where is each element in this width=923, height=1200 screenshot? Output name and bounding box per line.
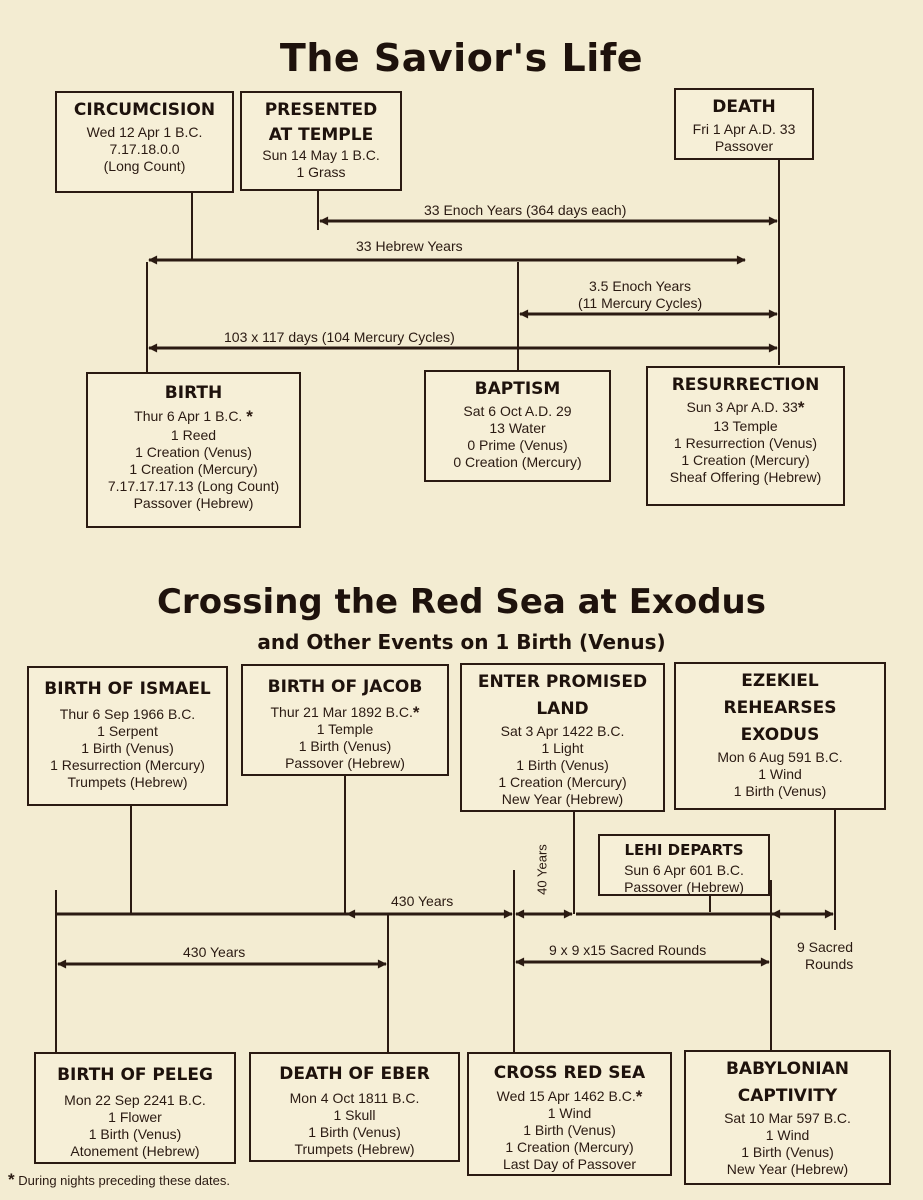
asterisk-mark: * [246,407,253,426]
event-title-line2: CAPTIVITY [737,1086,838,1106]
event-title: EZEKIEL [741,671,819,691]
event-detail: 1 Birth (Venus) [733,783,827,799]
event-title: BIRTH OF JACOB [267,677,423,697]
event-detail: Trumpets (Hebrew) [294,1141,415,1157]
event-title: BABYLONIAN [725,1059,850,1079]
event-baptism [424,370,611,482]
event-detail: 1 Creation (Mercury) [129,461,258,477]
event-detail: Last Day of Passover [502,1156,637,1172]
event-detail: Atonement (Hebrew) [70,1143,200,1159]
event-detail: 1 Birth (Venus) [308,1124,401,1140]
event-detail: 7.17.18.0.0 [109,141,180,157]
section-title: Crossing the Red Sea at Exodus [156,582,766,622]
event-death [674,88,814,160]
event-detail: 1 Birth (Venus) [523,1122,616,1138]
asterisk-mark: * [412,703,420,722]
event-cross-red-sea [467,1052,672,1176]
event-date: Thur 21 Mar 1892 B.C. [270,704,413,720]
event-title-line3: EXODUS [740,725,820,745]
event-detail: 1 Resurrection (Venus) [673,435,818,451]
event-title: DEATH [712,97,776,117]
span-rounds-label: 9 x 9 x15 Sacred Rounds [549,942,707,958]
span-enoch35-label: 3.5 Enoch Years [589,278,691,294]
event-detail: Passover [714,138,774,154]
event-detail: 13 Water [489,420,546,436]
event-date: Mon 22 Sep 2241 B.C. [64,1092,206,1108]
event-detail: 1 Resurrection (Mercury) [50,757,205,773]
event-date: Sun 6 Apr 601 B.C. [624,862,744,878]
span-9rounds-sublabel: Rounds [805,956,854,972]
event-detail: Passover (Hebrew) [285,755,405,771]
footnote-asterisk: * [8,1170,15,1189]
event-title: BIRTH OF ISMAEL [44,679,211,699]
event-resurrection [646,366,845,506]
event-detail: 1 Creation (Mercury) [505,1139,634,1155]
event-enter-promised-land [460,663,665,812]
event-date: Sat 10 Mar 597 B.C. [724,1110,851,1126]
event-detail: 1 Grass [296,164,346,180]
event-date: Mon 4 Oct 1811 B.C. [289,1090,420,1106]
event-detail: 1 Skull [333,1107,376,1123]
event-detail: 1 Flower [108,1109,162,1125]
event-detail: 0 Creation (Mercury) [453,454,582,470]
event-title: DEATH OF EBER [279,1064,430,1084]
page-title: The Savior's Life [279,36,644,80]
event-title: ENTER PROMISED [477,672,648,692]
event-title: CROSS RED SEA [493,1063,646,1083]
event-title: PRESENTED [264,100,378,120]
event-title: BAPTISM [474,379,561,399]
event-detail: 1 Wind [758,766,802,782]
event-date: Sat 3 Apr 1422 B.C. [500,723,625,739]
event-date: Thur 6 Sep 1966 B.C. [59,706,196,722]
event-title: LEHI DEPARTS [624,841,744,859]
event-detail: 1 Birth (Venus) [741,1144,834,1160]
event-birth [86,372,301,528]
asterisk-mark: * [797,398,805,417]
event-detail: 7.17.17.17.13 (Long Count) [107,478,280,494]
event-detail: 13 Temple [713,418,778,434]
event-title-line2: AT TEMPLE [268,125,374,145]
event-date: Wed 15 Apr 1462 B.C. [496,1088,636,1104]
event-date: Fri 1 Apr A.D. 33 [692,121,796,137]
event-lehi-departs [598,834,770,896]
span-9rounds-label: 9 Sacred [797,939,854,955]
event-detail: 1 Temple [316,721,374,737]
event-date: Wed 12 Apr 1 B.C. [86,124,203,140]
span-430-bottom-label: 430 Years [183,944,246,960]
span-enoch33-label: 33 Enoch Years (364 days each) [424,202,627,218]
section-subtitle: and Other Events on 1 Birth (Venus) [257,630,666,654]
span-430-top-label: 430 Years [391,893,454,909]
event-title: CIRCUMCISION [73,100,216,120]
asterisk-mark: * [635,1087,643,1106]
event-detail: 1 Wind [547,1105,592,1121]
event-detail: 1 Serpent [97,723,158,739]
event-date: Thur 6 Apr 1 B.C. [134,408,243,424]
event-detail: (Long Count) [103,158,186,174]
footnote [8,1170,230,1190]
event-detail: 1 Creation (Mercury) [498,774,627,790]
event-birth-of-peleg [34,1052,236,1164]
event-detail: 1 Creation (Venus) [135,444,252,460]
event-presented-at-temple [240,91,402,191]
event-date: Sun 14 May 1 B.C. [262,147,380,163]
span-40-label: 40 Years [534,844,550,895]
event-birth-of-ismael [27,666,228,806]
event-detail: 1 Creation (Mercury) [681,452,810,468]
event-title: RESURRECTION [671,375,820,395]
event-title-line2: REHEARSES [723,698,837,718]
event-detail: 1 Birth (Venus) [88,1126,182,1142]
footnote-text: During nights preceding these dates. [18,1173,230,1188]
event-detail: 1 Reed [170,427,217,443]
event-detail: Passover (Hebrew) [133,495,254,511]
event-detail: Trumpets (Hebrew) [67,774,188,790]
event-detail: Passover (Hebrew) [624,879,744,895]
event-date: Sun 3 Apr A.D. 33 [686,399,798,415]
event-babylonian-captivity [684,1050,891,1185]
event-detail: 0 Prime (Venus) [467,437,568,453]
span-days103-label: 103 x 117 days (104 Mercury Cycles) [224,329,455,345]
event-detail: 1 Birth (Venus) [81,740,174,756]
event-detail: New Year (Hebrew) [501,791,624,807]
event-death-of-eber [249,1052,460,1162]
event-detail: 1 Birth (Venus) [298,738,392,754]
event-circumcision [55,91,234,193]
event-title: BIRTH [164,383,223,403]
span-hebrew33-label: 33 Hebrew Years [356,238,463,254]
event-detail: New Year (Hebrew) [726,1161,849,1177]
event-ezekiel-rehearses-exodus [674,662,886,810]
event-title-line2: LAND [536,699,589,719]
event-birth-of-jacob [241,664,449,776]
event-detail: 1 Birth (Venus) [516,757,609,773]
event-date: Sat 6 Oct A.D. 29 [463,403,572,419]
event-date: Mon 6 Aug 591 B.C. [717,749,843,765]
span-enoch35-sublabel: (11 Mercury Cycles) [578,295,703,311]
event-detail: 1 Light [541,740,584,756]
event-title: BIRTH OF PELEG [57,1065,213,1085]
event-detail: Sheaf Offering (Hebrew) [669,469,822,485]
event-detail: 1 Wind [765,1127,810,1143]
